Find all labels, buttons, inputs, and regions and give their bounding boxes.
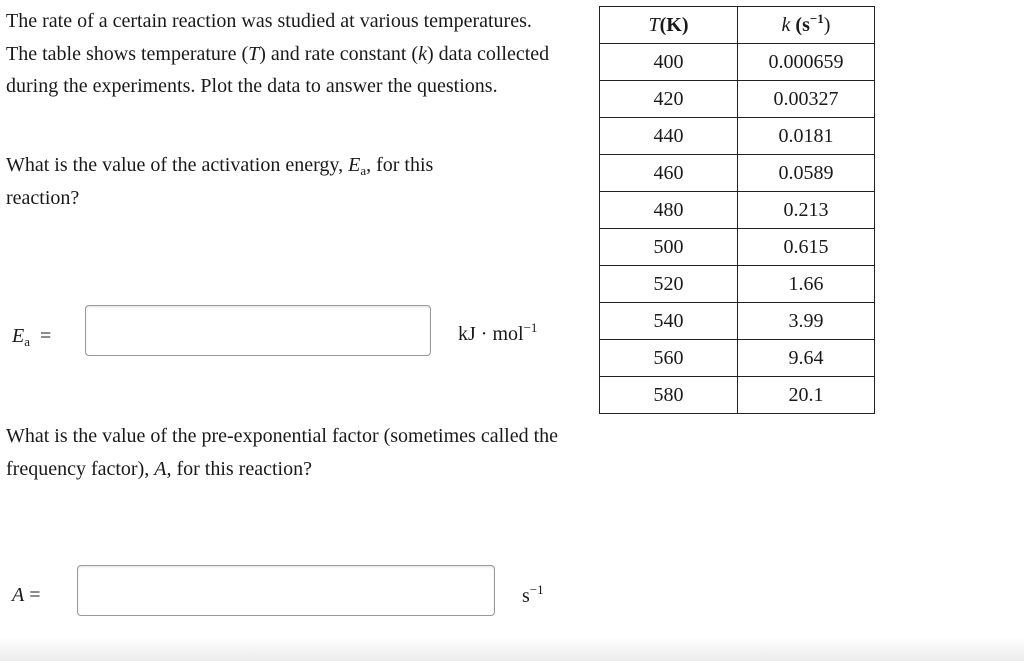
table-row (600, 118, 875, 155)
table-row (600, 155, 875, 192)
temperature-cell: 540 (600, 303, 738, 340)
temperature-cell: 480 (600, 192, 738, 229)
table-header-row (600, 7, 875, 44)
table-row (600, 377, 875, 414)
rate-constant-cell: 0.0181 (738, 118, 875, 155)
rate-constant-cell: 0.000659 (738, 44, 875, 81)
pre-exponential-factor-input[interactable] (77, 565, 495, 616)
header-rate-constant: k $(s^{-1})$ (738, 7, 875, 44)
activation-energy-input[interactable] (85, 305, 431, 356)
table-row (600, 44, 875, 81)
question-activation-energy: What is the value of the activation energy, $E_a$, for this reaction? (6, 154, 434, 209)
header-temperature: T(K) (600, 7, 738, 44)
intro-paragraph: The rate of a certain reaction was studied at various temperatures. The table shows temperature (T) and rate constant (k) data collected during the experiments. Plot the data to answer the questions. (6, 10, 550, 97)
table-row (600, 229, 875, 266)
temperature-cell: 560 (600, 340, 738, 377)
rate-constant-cell: 20.1 (738, 377, 875, 414)
table-row (600, 303, 875, 340)
temperature-cell: 440 (600, 118, 738, 155)
temperature-cell: 400 (600, 44, 738, 81)
table-row (600, 340, 875, 377)
activation-energy-label: $E_a$ = (12, 325, 52, 349)
rate-constant-symbol: k (418, 42, 427, 65)
rate-constant-cell: 3.99 (738, 303, 875, 340)
activation-energy-unit: kJ · mol$^{-1}$ (458, 320, 538, 345)
rate-constant-cell: 0.615 (738, 229, 875, 266)
rate-constant-cell: 0.0589 (738, 155, 875, 192)
temperature-cell: 580 (600, 377, 738, 414)
rate-constant-cell: 9.64 (738, 340, 875, 377)
rate-constant-cell: 1.66 (738, 266, 875, 303)
rate-constant-cell: 0.00327 (738, 81, 875, 118)
temperature-cell: 420 (600, 81, 738, 118)
pre-exponential-factor-label: A = (12, 584, 41, 606)
pre-exponential-factor-unit: $s^{-1}$ (522, 582, 544, 607)
temperature-cell: 460 (600, 155, 738, 192)
question-pre-exponential-factor: What is the value of the pre-exponential factor (sometimes called the frequency factor), A, for this reaction? (6, 425, 559, 480)
temperature-rate-table (599, 6, 875, 414)
temperature-cell: 520 (600, 266, 738, 303)
table-row (600, 192, 875, 229)
temperature-symbol: T (248, 42, 260, 65)
rate-constant-cell: 0.213 (738, 192, 875, 229)
bottom-shadow (0, 637, 1024, 661)
table-row (600, 266, 875, 303)
table-row (600, 81, 875, 118)
temperature-cell: 500 (600, 229, 738, 266)
